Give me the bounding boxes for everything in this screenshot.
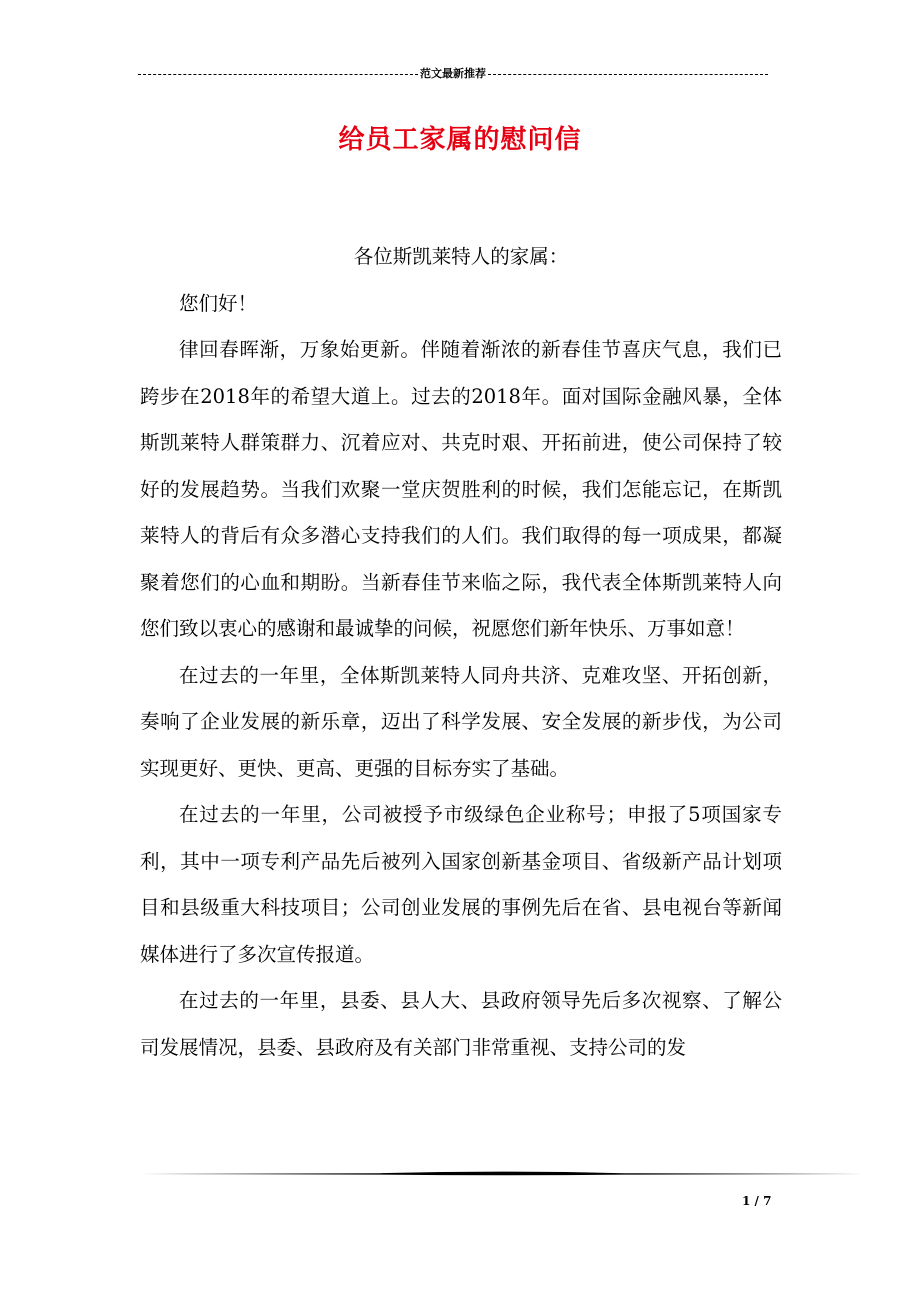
header-dashes-right [488, 74, 768, 75]
paragraph: 在过去的一年里，公司被授予市级绿色企业称号；申报了5项国家专利，其中一项专利产品先后被列入国家创新基金项目、省级新产品计划项目和县级重大科技项目；公司创业发展的事例先后在省、县电视台等新闻媒体进行了多次宣传报道。 [140, 803, 782, 966]
paragraph: 您们好！ [179, 291, 258, 315]
header-label: 范文最新推荐 [420, 67, 486, 80]
paragraph: 在过去的一年里，全体斯凯莱特人同舟共济、克难攻坚、开拓创新，奏响了企业发展的新乐章，迈出了科学发展、安全发展的新步伐，为公司实现更好、更快、更高、更强的目标夯实了基础。 [140, 663, 782, 780]
salutation: 各位斯凯莱特人的家属： [353, 245, 569, 268]
paragraph: 在过去的一年里，县委、县人大、县政府领导先后多次视察、了解公司发展情况，县委、县政府及有关部门非常重视、支持公司的发 [140, 989, 782, 1059]
document-body [140, 234, 782, 1071]
header-dashes-left [138, 74, 418, 75]
page-number: 1 / 7 [742, 1194, 772, 1208]
page-header [138, 66, 768, 82]
document-title: 给员工家属的慰问信 [338, 125, 582, 155]
footer-divider [140, 1170, 864, 1176]
paragraph: 律回春晖渐，万象始更新。伴随着渐浓的新春佳节喜庆气息，我们已跨步在2018年的希望大道上。过去的2018年。面对国际金融风暴，全体斯凯莱特人群策群力、沉着应对、共克时艰、开拓前进，使公司保持了较好的发展趋势。当我们欢聚一堂庆贺胜利的时候，我们怎能忘记，在斯凯莱特人的背后有众多潜心支持我们的人们。我们取得的每一项成果，都凝聚着您们的心血和期盼。当新春佳节来临之际，我代表全体斯凯莱特人向您们致以衷心的感谢和最诚挚的问候，祝愿您们新年快乐、万事如意！ [140, 338, 782, 640]
